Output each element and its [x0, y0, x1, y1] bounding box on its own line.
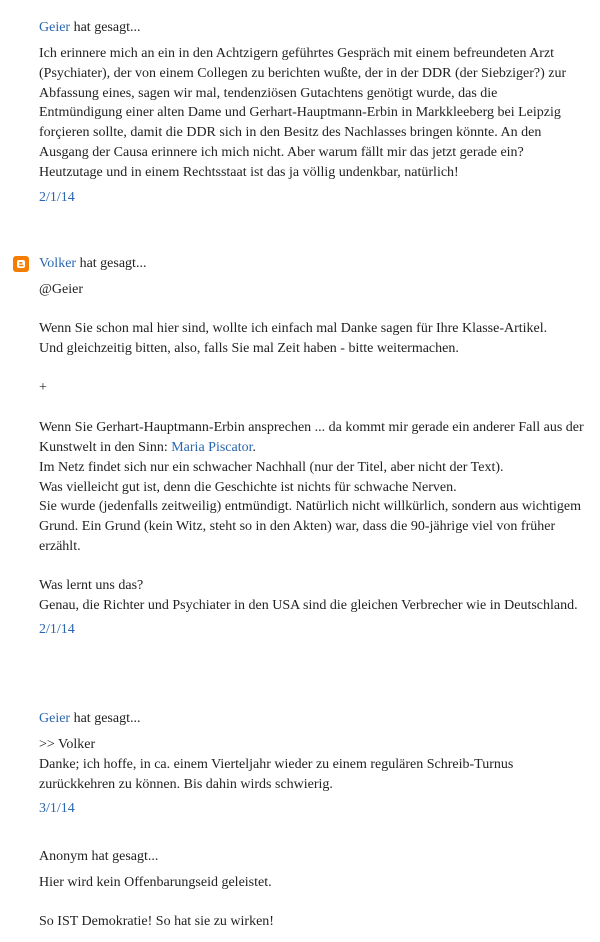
comment-author-link[interactable]: Geier: [39, 711, 71, 726]
comment-text: Was vielleicht gut ist, denn die Geschichte ist nichts für schwache Nerven.: [39, 479, 457, 495]
comment-body: [39, 873, 584, 932]
comment-author-link[interactable]: Geier: [39, 20, 71, 35]
comment-body: [39, 44, 584, 183]
comment-text: So IST Demokratie! So hat sie zu wirken!: [39, 913, 274, 929]
comment-item: [39, 708, 584, 820]
comment-text: Genau, die Richter und Psychiater in den USA sind die gleichen Verbrecher wie in Deutschland.: [39, 597, 578, 613]
said-label: hat gesagt...: [73, 20, 141, 35]
comment-text-fragment: Wenn Sie Gerhart-Hauptmann-Erbin ansprechen ... da kommt mir gerade ein anderer Fall aus der Kunstwelt in den Sinn:: [39, 420, 584, 455]
comment-item: [39, 253, 584, 641]
comment-text: Danke; ich hoffe, in ca. einem Vierteljahr wieder zu einem regulären Schreib-Turnus zurückkehren zu können. Bis dahin wirds schwierig.: [39, 756, 514, 792]
said-label: hat gesagt...: [79, 256, 147, 271]
comment-text: [39, 418, 584, 458]
said-label: hat gesagt...: [73, 711, 141, 726]
comment-date-link[interactable]: 2/1/14: [39, 189, 75, 205]
comment-item: [39, 17, 584, 209]
comment-text: Im Netz findet sich nur ein schwacher Nachhall (nur der Titel, aber nicht der Text).: [39, 459, 504, 475]
comment-text: @Geier: [39, 282, 83, 297]
comment-date-link[interactable]: 3/1/14: [39, 801, 75, 817]
comment-header: [39, 708, 584, 730]
comment-text-fragment: .: [252, 439, 256, 455]
maria-piscator-link[interactable]: Maria Piscator: [171, 439, 253, 455]
comment-text: +: [39, 380, 47, 396]
comment-text: Ich erinnere mich an ein in den Achtzigern geführtes Gespräch mit einem befreundeten Arzt (Psychiater), der von einem Collegen zu berichten wußte, der in der DDR (der Siebziger?) zur Abfassung eines, sagen wir mal, tendenziösen Gutachtens genötigt wurde, das die Entmündigung einer alten Dame und Gerhart-Hauptmann-Erbin in Markkleeberg bei Leipzig forçieren sollte, damit die DDR sich in den Besitz des Nachlasses bringen könnte. An den Ausgang der Causa erinnere ich mich nicht. Aber warum fällt mir das jetzt gerade ein? Heutzutage und in einem Rechtsstaat ist das ja völlig undenkbar, natürlich!: [39, 46, 567, 180]
said-label: hat gesagt...: [91, 849, 159, 864]
comment-header: [39, 17, 584, 39]
comment-header: [39, 846, 584, 868]
comment-author-name: Anonym: [39, 849, 88, 864]
comment-text: Was lernt uns das?: [39, 577, 144, 593]
comment-text: Hier wird kein Offenbarungseid geleistet.: [39, 875, 272, 890]
comment-author-link[interactable]: Volker: [39, 256, 77, 271]
comment-text: >> Volker: [39, 737, 96, 752]
blogger-icon[interactable]: [13, 256, 29, 272]
comment-text: Sie wurde (jedenfalls zeitweilig) entmündigt. Natürlich nicht willkürlich, sondern aus wichtigem Grund. Ein Grund (kein Witz, steht so in den Akten) war, dass die 90-jährige viel von früher erzählt.: [39, 499, 581, 554]
comment-item: [39, 846, 584, 932]
comment-body: [39, 735, 584, 794]
comment-date-link[interactable]: 2/1/14: [39, 622, 75, 638]
comment-header: [39, 253, 584, 275]
comment-body: [39, 280, 584, 615]
comment-text: Und gleichzeitig bitten, also, falls Sie mal Zeit haben - bitte weitermachen.: [39, 340, 459, 356]
comment-text: Wenn Sie schon mal hier sind, wollte ich einfach mal Danke sagen für Ihre Klasse-Artikel.: [39, 320, 548, 336]
